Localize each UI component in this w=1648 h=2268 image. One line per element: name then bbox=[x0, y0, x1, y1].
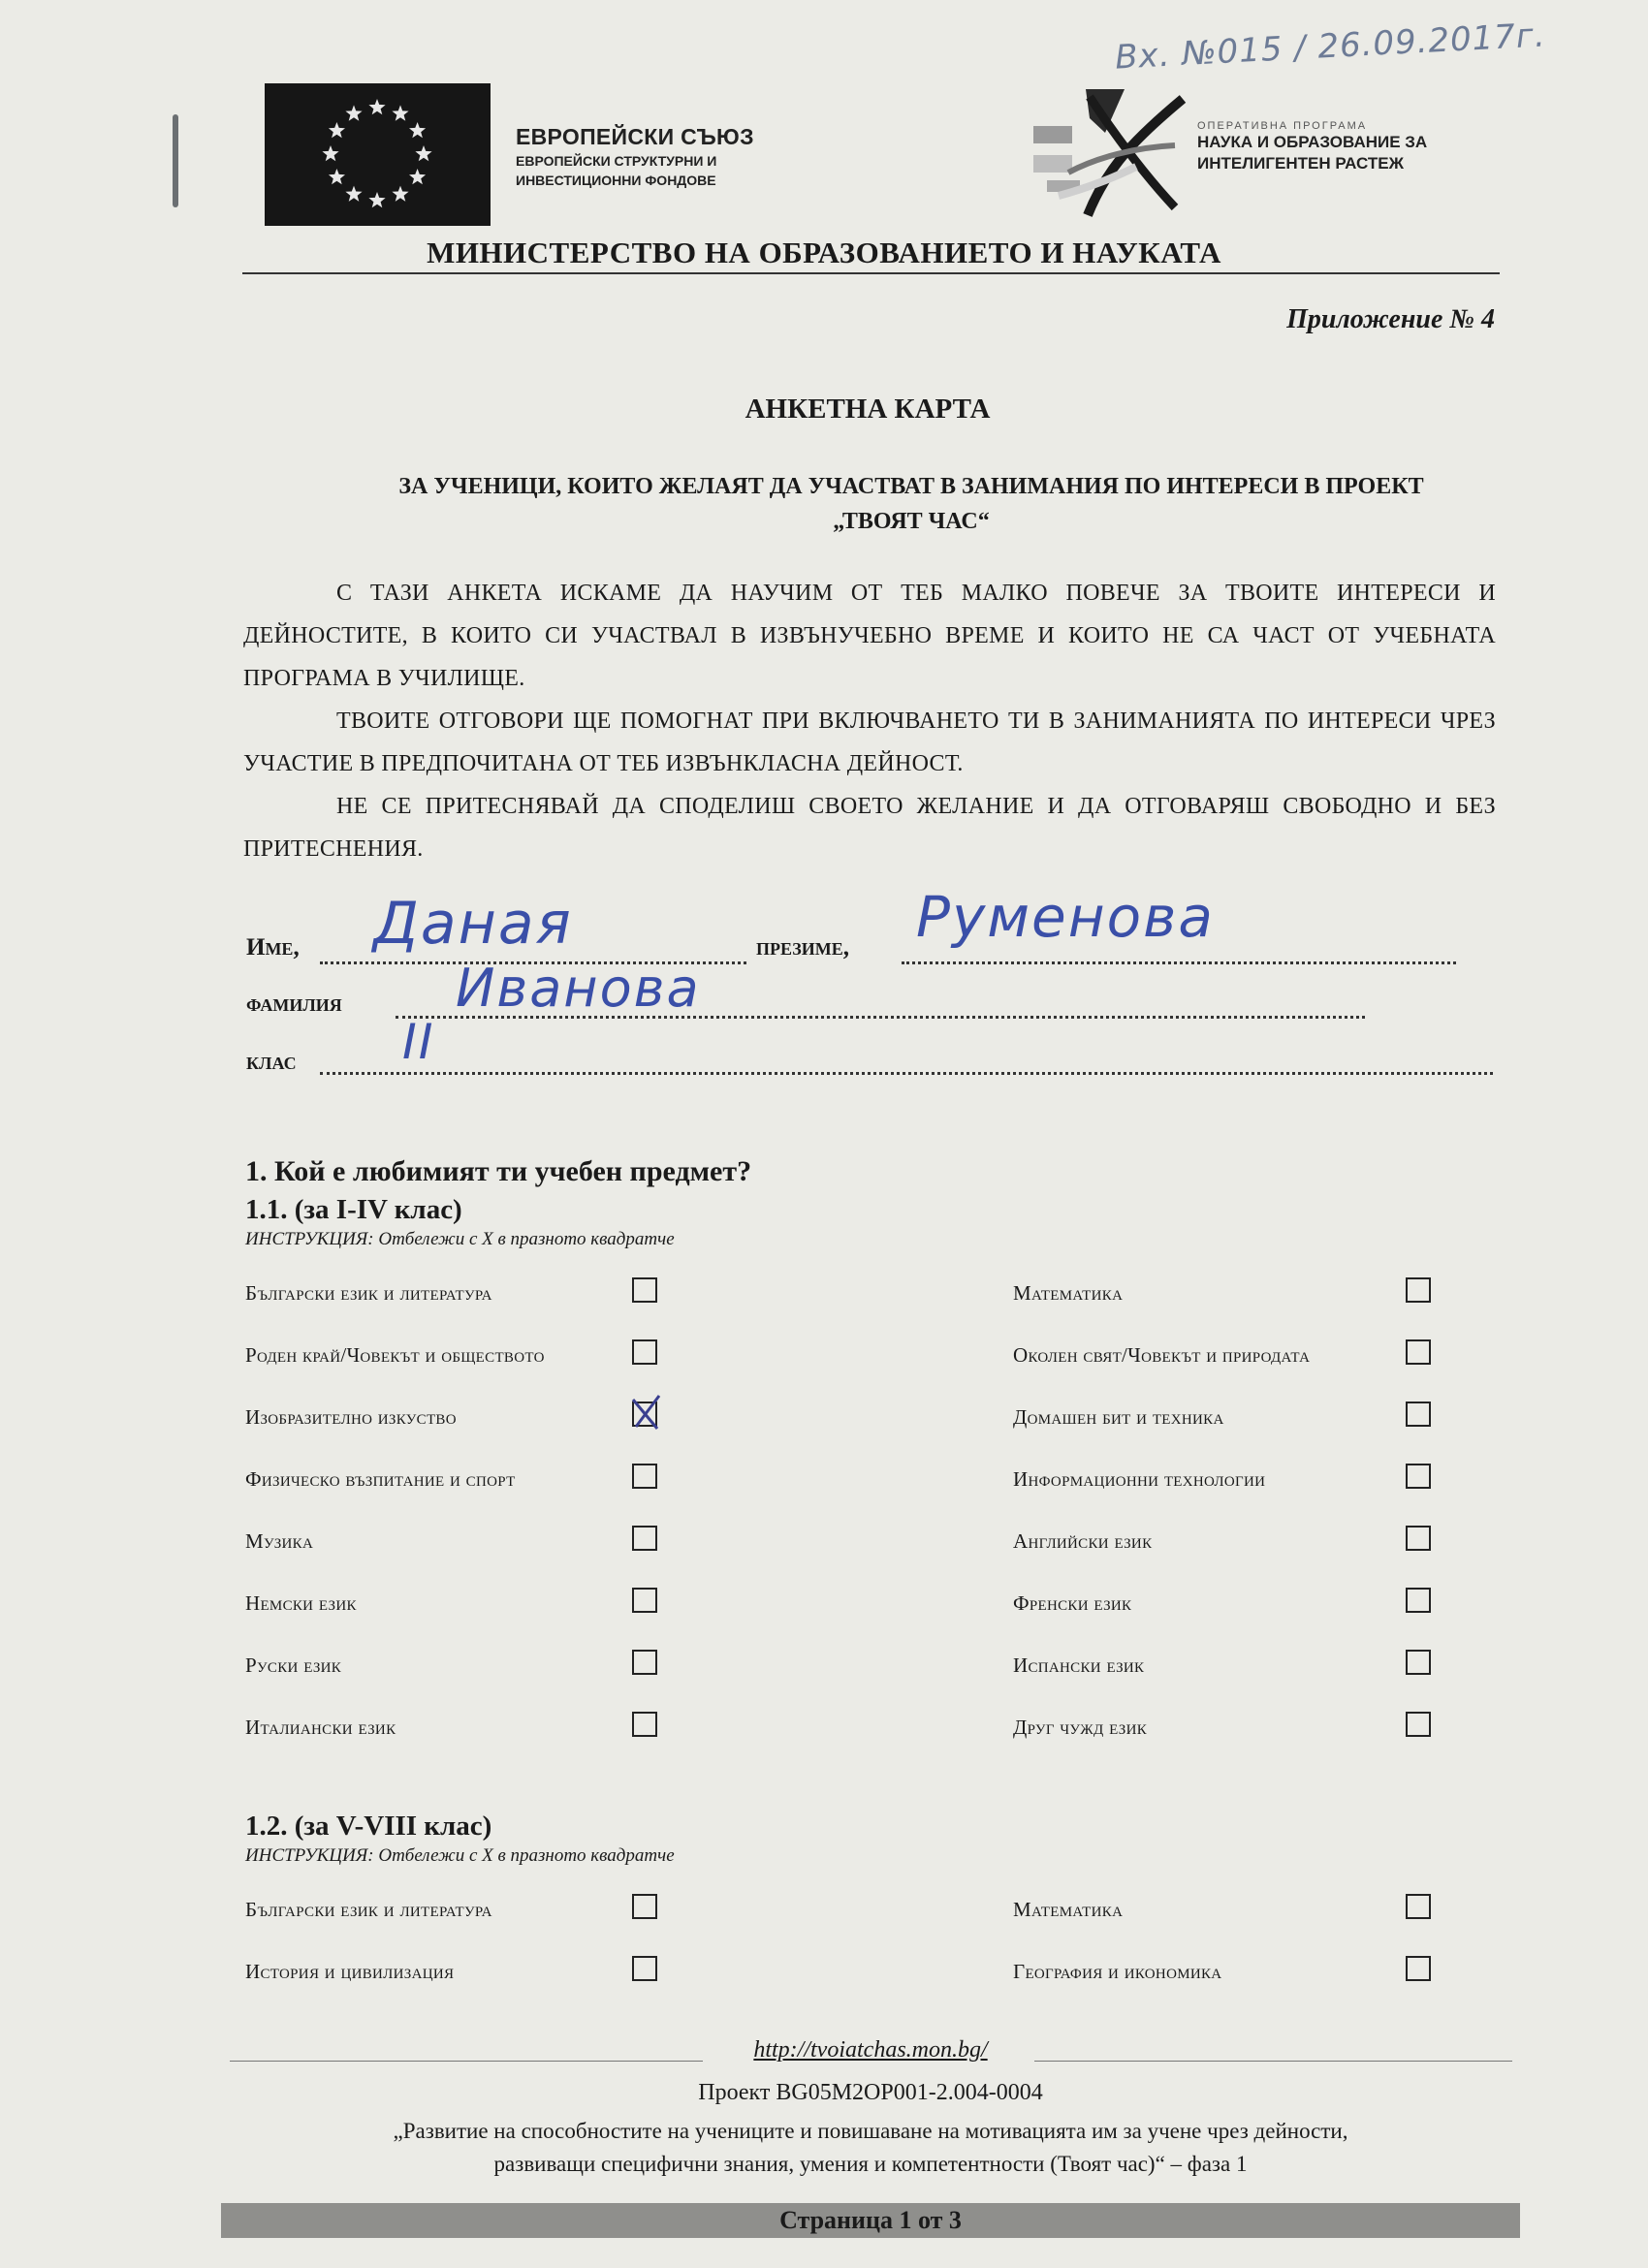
class-field[interactable]: II bbox=[402, 1014, 435, 1070]
checkbox[interactable] bbox=[632, 1956, 657, 1981]
middle-name-line bbox=[902, 961, 1456, 964]
page-number: Страница 1 от 3 bbox=[779, 2206, 962, 2234]
checklist-item-label: Математика bbox=[1013, 1898, 1124, 1921]
checkbox[interactable] bbox=[632, 1894, 657, 1919]
subsection-1-1-instruction: ИНСТРУКЦИЯ: Отбележи с Х в празното квадратче bbox=[245, 1229, 675, 1249]
eu-text-block bbox=[516, 124, 754, 189]
checklist-item-label: Италиански език bbox=[245, 1716, 396, 1739]
header-divider bbox=[242, 272, 1500, 274]
operational-programme-logo bbox=[1030, 79, 1194, 225]
subtitle-line-1: ЗА УЧЕНИЦИ, КОИТО ЖЕЛАЯТ ДА УЧАСТВАТ В ЗАНИМАНИЯ ПО ИНТЕРЕСИ В ПРОЕКТ bbox=[398, 474, 1424, 499]
eu-subtitle-1: ЕВРОПЕЙСКИ СТРУКТУРНИ И bbox=[516, 153, 717, 169]
checklist-item-label: Изобразително изкуство bbox=[245, 1405, 457, 1429]
registration-stamp: Вх. №015 / 26.09.2017г. bbox=[1114, 16, 1547, 78]
check-mark-icon bbox=[630, 1394, 663, 1433]
checklist-item-label: Български език и литература bbox=[245, 1281, 492, 1305]
checklist-item-label: Музика bbox=[245, 1529, 314, 1553]
intro-paragraph-2: ТВОИТЕ ОТГОВОРИ ЩЕ ПОМОГНАТ ПРИ ВКЛЮЧВАНЕТО ТИ В ЗАНИМАНИЯТА ПО ИНТЕРЕСИ ЧРЕЗ УЧАСТИЕ В ПРЕДПОЧИТАНА ОТ ТЕБ ИЗВЪНКЛАСНА ДЕЙНОСТ. bbox=[243, 709, 1496, 776]
class-label: клас bbox=[246, 1049, 297, 1075]
eu-flag-logo bbox=[265, 83, 491, 226]
programme-small-title: ОПЕРАТИВНА ПРОГРАМА bbox=[1197, 120, 1368, 132]
subsection-1-2-title: 1.2. (за V-VIII клас) bbox=[245, 1811, 492, 1842]
staple-mark bbox=[173, 114, 178, 207]
checklist-item-label: Друг чужд език bbox=[1013, 1716, 1148, 1739]
ministry-title: МИНИСТЕРСТВО НА ОБРАЗОВАНИЕТО И НАУКАТА bbox=[427, 236, 1221, 269]
class-line bbox=[320, 1072, 1493, 1075]
checkbox[interactable] bbox=[1406, 1712, 1431, 1737]
checklist-item-label: Немски език bbox=[245, 1591, 357, 1615]
first-name-label: Име, bbox=[246, 934, 300, 961]
checkbox[interactable] bbox=[632, 1277, 657, 1303]
intro-paragraph-1: С ТАЗИ АНКЕТА ИСКАМЕ ДА НАУЧИМ ОТ ТЕБ МАЛКО ПОВЕЧЕ ЗА ТВОИТЕ ИНТЕРЕСИ И ДЕЙНОСТИТЕ, В КОИТО СИ УЧАСТВАЛ В ИЗВЪНУЧЕБНО ВРЕМЕ И КОИТО НЕ СА ЧАСТ ОТ УЧЕБНАТА ПРОГРАМА В УЧИЛИЩЕ. bbox=[243, 581, 1496, 691]
checkbox[interactable] bbox=[1406, 1956, 1431, 1981]
checkbox[interactable] bbox=[632, 1650, 657, 1675]
checkbox[interactable] bbox=[1406, 1402, 1431, 1427]
checkbox[interactable] bbox=[632, 1339, 657, 1365]
checklist-item-label: История и цивилизация bbox=[245, 1960, 455, 1983]
last-name-label: фамилия bbox=[246, 991, 342, 1017]
checkbox[interactable] bbox=[1406, 1894, 1431, 1919]
subtitle-line-2: „ТВОЯТ ЧАС“ bbox=[833, 509, 990, 534]
project-description-line-1: „Развитие на способностите на учениците и повишаване на мотивацията им за учене чрез дейности, bbox=[393, 2119, 1348, 2143]
checklist-item-label: Френски език bbox=[1013, 1591, 1132, 1615]
question-1-title: 1. Кой е любимият ти учебен предмет? bbox=[245, 1155, 752, 1187]
eu-subtitle-2: ИНВЕСТИЦИОННИ ФОНДОВЕ bbox=[516, 173, 716, 188]
checkbox[interactable] bbox=[632, 1526, 657, 1551]
middle-name-label: презиме, bbox=[756, 934, 849, 961]
middle-name-field[interactable]: Руменова bbox=[916, 884, 1215, 950]
checkbox[interactable] bbox=[1406, 1464, 1431, 1489]
first-name-field[interactable]: Даная bbox=[373, 890, 573, 958]
project-url-link[interactable]: http://tvoiatchas.mon.bg/ bbox=[753, 2037, 988, 2063]
checklist-item-label: География и икономика bbox=[1013, 1960, 1222, 1983]
eu-stars-icon bbox=[265, 83, 491, 226]
checkbox[interactable] bbox=[1406, 1650, 1431, 1675]
intro-paragraph-3: НЕ СЕ ПРИТЕСНЯВАЙ ДА СПОДЕЛИШ СВОЕТО ЖЕЛАНИЕ И ДА ОТГОВАРЯШ СВОБОДНО И БЕЗ ПРИТЕСНЕНИЯ. bbox=[243, 794, 1496, 862]
checklist-item-label: Английски език bbox=[1013, 1529, 1153, 1553]
checklist-item-label: Информационни технологии bbox=[1013, 1467, 1266, 1491]
eu-title: ЕВРОПЕЙСКИ СЪЮЗ bbox=[516, 124, 754, 149]
checklist-item-label: Български език и литература bbox=[245, 1898, 492, 1921]
checklist-item-label: Испански език bbox=[1013, 1654, 1145, 1677]
checkbox[interactable] bbox=[632, 1712, 657, 1737]
appendix-label: Приложение № 4 bbox=[1286, 304, 1495, 334]
checkbox[interactable] bbox=[632, 1588, 657, 1613]
checkbox[interactable] bbox=[632, 1464, 657, 1489]
programme-x-icon bbox=[1030, 79, 1194, 225]
project-description-line-2: развиващи специфични знания, умения и компетентности (Твоят час)“ – фаза 1 bbox=[493, 2152, 1248, 2176]
programme-line-2: ИНТЕЛИГЕНТЕН РАСТЕЖ bbox=[1197, 154, 1404, 173]
project-code: Проект BG05M2OP001-2.004-0004 bbox=[698, 2080, 1043, 2105]
programme-text-block bbox=[1197, 120, 1427, 174]
checkbox[interactable] bbox=[632, 1402, 657, 1427]
checklist-item-label: Руски език bbox=[245, 1654, 342, 1677]
checklist-item-label: Физическо възпитание и спорт bbox=[245, 1467, 516, 1491]
checkbox[interactable] bbox=[1406, 1588, 1431, 1613]
subsection-1-1-title: 1.1. (за I-IV клас) bbox=[245, 1194, 462, 1225]
checkbox[interactable] bbox=[1406, 1277, 1431, 1303]
checkbox[interactable] bbox=[1406, 1526, 1431, 1551]
form-subtitle bbox=[310, 469, 1512, 539]
form-title: АНКЕТНА КАРТА bbox=[745, 394, 991, 425]
checklist-item-label: Домашен бит и техника bbox=[1013, 1405, 1224, 1429]
checklist-item-label: Математика bbox=[1013, 1281, 1124, 1305]
project-description bbox=[262, 2115, 1479, 2181]
programme-line-1: НАУКА И ОБРАЗОВАНИЕ ЗА bbox=[1197, 133, 1428, 151]
checkbox[interactable] bbox=[1406, 1339, 1431, 1365]
checklist-item-label: Роден край/Човекът и обществото bbox=[245, 1343, 545, 1367]
subsection-1-2-instruction: ИНСТРУКЦИЯ: Отбележи с Х в празното квадратче bbox=[245, 1845, 675, 1866]
last-name-field[interactable]: Иванова bbox=[456, 958, 701, 1019]
checklist-item-label: Околен свят/Човекът и природата bbox=[1013, 1343, 1311, 1367]
